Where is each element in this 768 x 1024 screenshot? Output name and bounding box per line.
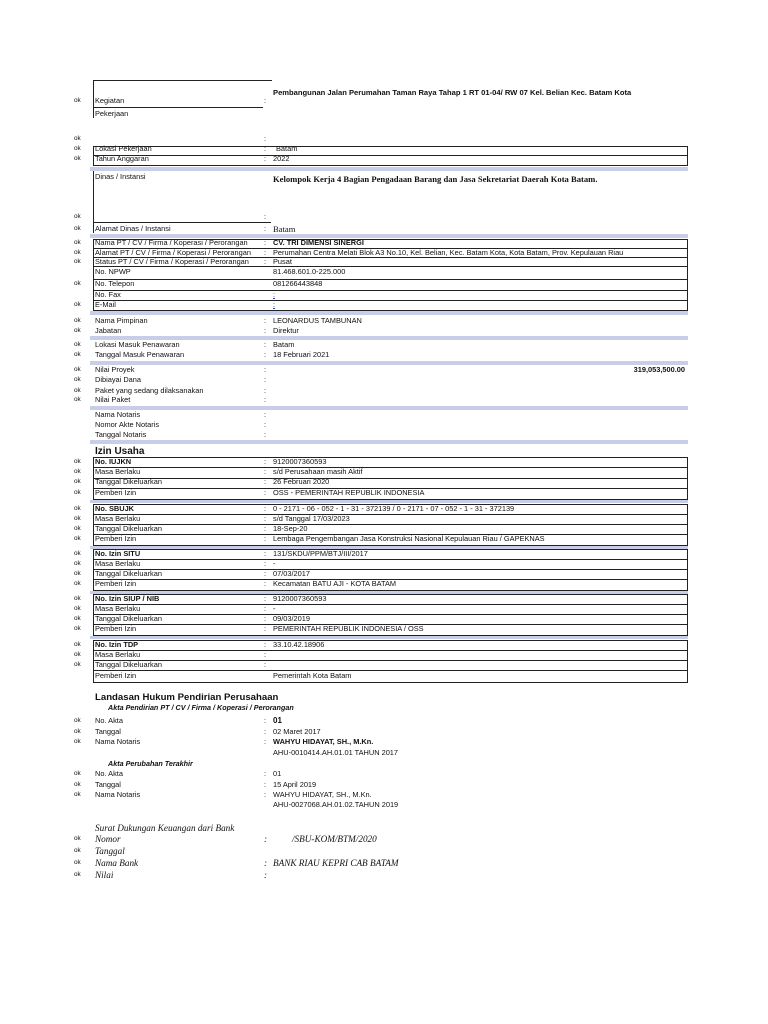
bank-nomor-value: /SBU-KOM/BTM/2020 bbox=[292, 834, 377, 844]
nama-pimpinan-value: LEONARDUS TAMBUNAN bbox=[273, 316, 362, 325]
akta-tanggal-label: Tanggal bbox=[95, 727, 121, 736]
bank-title: Surat Dukungan Keuangan dari Bank bbox=[95, 823, 235, 833]
colon: : bbox=[264, 660, 267, 669]
kegiatan-label: Kegiatan bbox=[95, 96, 125, 105]
ok-mark: ok bbox=[74, 791, 81, 798]
ok-mark: ok bbox=[74, 301, 81, 308]
situ-no-row bbox=[0, 549, 768, 559]
iujkn-masa-value: s/d Perusahaan masih Aktif bbox=[273, 467, 363, 476]
iujkn-tgl-value: 26 Februari 2020 bbox=[273, 477, 330, 486]
ok-mark: ok bbox=[74, 366, 81, 373]
colon: : bbox=[264, 477, 267, 486]
ok-mark: ok bbox=[74, 155, 81, 162]
nama-perusahaan-value: CV. TRI DIMENSI SINERGI bbox=[273, 238, 364, 247]
ok-mark: ok bbox=[74, 145, 81, 152]
akta-no-value: 01 bbox=[273, 716, 282, 725]
alamat-perusahaan-value: Perumahan Centra Melati Blok A3 No.10, Kel. Belian, Kec. Batam Kota, Kota Batam, Prov. Kepulauan Riau bbox=[273, 248, 624, 257]
ok-mark: ok bbox=[74, 661, 81, 668]
ok-mark: ok bbox=[74, 387, 81, 394]
tanggal-penawaran-value: 18 Februari 2021 bbox=[273, 350, 330, 359]
dinas-line bbox=[93, 222, 271, 223]
colon: : bbox=[264, 238, 267, 247]
lokasi-penawaran-row bbox=[0, 340, 768, 350]
tdp-tgl-label: Tanggal Dikeluarkan bbox=[95, 660, 162, 669]
colon: : bbox=[264, 134, 267, 143]
section-divider bbox=[90, 500, 688, 503]
colon: : bbox=[264, 614, 267, 623]
ok-mark: ok bbox=[74, 239, 81, 246]
ok-mark: ok bbox=[74, 327, 81, 334]
akta-ahu-row bbox=[0, 748, 768, 758]
bank-nilai-row bbox=[0, 870, 768, 880]
colon: : bbox=[264, 624, 267, 633]
bank-tanggal-row bbox=[0, 846, 768, 856]
sbujk-tgl-value: 18-Sep-20 bbox=[273, 524, 308, 533]
colon: : bbox=[264, 326, 267, 335]
nama-perusahaan-label: Nama PT / CV / Firma / Koperasi / Perorangan bbox=[95, 238, 248, 247]
lokasi-pekerjaan-value: Batam bbox=[276, 144, 298, 153]
iujkn-masa-label: Masa Berlaku bbox=[95, 467, 141, 476]
colon: : bbox=[264, 350, 267, 359]
colon: : bbox=[264, 579, 267, 588]
sbujk-masa-label: Masa Berlaku bbox=[95, 514, 141, 523]
bank-nama-label: Nama Bank bbox=[95, 858, 139, 868]
colon: : bbox=[264, 375, 267, 384]
colon: : bbox=[264, 594, 267, 603]
alamat-dinas-label: Alamat Dinas / Instansi bbox=[95, 224, 171, 233]
akta-no-label: No. Akta bbox=[95, 716, 123, 725]
siup-pemberi-value: PEMERINTAH REPUBLIK INDONESIA / OSS bbox=[273, 624, 424, 633]
tahun-anggaran-value: 2022 bbox=[273, 154, 290, 163]
sbujk-pemberi-row bbox=[0, 534, 768, 544]
ok-mark: ok bbox=[74, 570, 81, 577]
tdp-pemberi-row bbox=[0, 671, 768, 681]
iujkn-no-row bbox=[0, 457, 768, 467]
ok-mark: ok bbox=[74, 847, 81, 854]
siup-pemberi-label: Pemberi Izin bbox=[95, 624, 137, 633]
kegiatan-value: Pembangunan Jalan Perumahan Taman Raya Tahap 1 RT 01-04/ RW 07 Kel. Belian Kec. Batam Kota bbox=[273, 88, 632, 97]
landasan-title: Landasan Hukum Pendirian Perusahaan bbox=[95, 692, 279, 703]
npwp-row bbox=[0, 267, 768, 277]
nilai-proyek-label: Nilai Proyek bbox=[95, 365, 135, 374]
akta-no-row bbox=[0, 716, 768, 726]
telepon-value: 081266443848 bbox=[273, 279, 323, 288]
nilai-proyek-row bbox=[0, 365, 768, 375]
akte-notaris-row bbox=[0, 420, 768, 430]
ok-mark: ok bbox=[74, 738, 81, 745]
sbujk-pemberi-label: Pemberi Izin bbox=[95, 534, 137, 543]
colon: : bbox=[264, 780, 267, 789]
ok-mark: ok bbox=[74, 213, 81, 220]
akta-tanggal-value: 02 Maret 2017 bbox=[273, 727, 321, 736]
ok-mark: ok bbox=[74, 468, 81, 475]
bank-nama-value: BANK RIAU KEPRI CAB BATAM bbox=[273, 858, 399, 868]
colon: : bbox=[264, 524, 267, 533]
akta-notaris-value: WAHYU HIDAYAT, SH., M.Kn. bbox=[273, 737, 374, 746]
akta-notaris-row bbox=[0, 737, 768, 747]
colon: : bbox=[264, 650, 267, 659]
perubahan-no-label: No. Akta bbox=[95, 769, 123, 778]
colon: : bbox=[264, 716, 267, 725]
situ-tgl-label: Tanggal Dikeluarkan bbox=[95, 569, 162, 578]
dinas-value: Kelompok Kerja 4 Bagian Pengadaan Barang dan Jasa Sekretariat Daerah Kota Batam. bbox=[273, 174, 598, 184]
colon: : bbox=[264, 457, 267, 466]
siup-no-row bbox=[0, 594, 768, 604]
akte-notaris-label: Nomor Akte Notaris bbox=[95, 420, 160, 429]
lokasi-penawaran-label: Lokasi Masuk Penawaran bbox=[95, 340, 180, 349]
kegiatan-line bbox=[93, 107, 263, 108]
paket-label: Paket yang sedang dilaksanakan bbox=[95, 386, 204, 395]
colon: : bbox=[264, 316, 267, 325]
iujkn-pemberi-label: Pemberi Izin bbox=[95, 488, 137, 497]
section-divider bbox=[90, 636, 688, 639]
colon: : bbox=[264, 549, 267, 558]
npwp-label: No. NPWP bbox=[95, 267, 131, 276]
ok-mark: ok bbox=[74, 478, 81, 485]
situ-tgl-value: 07/03/2017 bbox=[273, 569, 310, 578]
perubahan-ahu-value: AHU-0027068.AH.01.02.TAHUN 2019 bbox=[273, 800, 399, 809]
iujkn-no-value: 9120007360593 bbox=[273, 457, 327, 466]
ok-mark: ok bbox=[74, 249, 81, 256]
nilai-paket-row bbox=[0, 395, 768, 405]
email-label: E-Mail bbox=[95, 300, 116, 309]
ok-mark: ok bbox=[74, 376, 81, 383]
email-row bbox=[0, 300, 768, 310]
siup-no-value: 9120007360593 bbox=[273, 594, 327, 603]
dinas-label: Dinas / Instansi bbox=[95, 172, 146, 181]
ok-mark: ok bbox=[74, 770, 81, 777]
ok-mark: ok bbox=[74, 525, 81, 532]
npwp-value: 81.468.601.0-225.000 bbox=[273, 267, 346, 276]
siup-tgl-row bbox=[0, 614, 768, 624]
situ-pemberi-label: Pemberi Izin bbox=[95, 579, 137, 588]
ok-mark: ok bbox=[74, 641, 81, 648]
tahun-anggaran-label: Tahun Anggaran bbox=[95, 154, 149, 163]
pekerjaan-row bbox=[0, 109, 768, 119]
izin-usaha-title: Izin Usaha bbox=[95, 446, 145, 457]
sbujk-tgl-row bbox=[0, 524, 768, 534]
alamat-dinas-row bbox=[0, 224, 768, 234]
colon: : bbox=[264, 640, 267, 649]
nama-pimpinan-row bbox=[0, 316, 768, 326]
header-box-top bbox=[93, 80, 272, 81]
bank-title-row bbox=[0, 823, 768, 833]
iujkn-no-label: No. IUJKN bbox=[95, 457, 132, 466]
ok-mark: ok bbox=[74, 97, 81, 104]
tanggal-notaris-label: Tanggal Notaris bbox=[95, 430, 147, 439]
colon: : bbox=[264, 248, 267, 257]
colon: : bbox=[264, 834, 268, 844]
perubahan-no-value: 01 bbox=[273, 769, 282, 778]
situ-no-label: No. Izin SITU bbox=[95, 549, 141, 558]
dibiayai-label: Dibiayai Dana bbox=[95, 375, 142, 384]
situ-pemberi-value: Kecamatan BATU AJI - KOTA BATAM bbox=[273, 579, 397, 588]
ok-mark: ok bbox=[74, 595, 81, 602]
jabatan-label: Jabatan bbox=[95, 326, 122, 335]
iujkn-pemberi-value: OSS - PEMERINTAH REPUBLIK INDONESIA bbox=[273, 488, 425, 497]
perubahan-ahu-row bbox=[0, 800, 768, 810]
sbujk-no-row bbox=[0, 504, 768, 514]
ok-mark: ok bbox=[74, 651, 81, 658]
tdp-masa-label: Masa Berlaku bbox=[95, 650, 141, 659]
sbujk-no-label: No. SBUJK bbox=[95, 504, 135, 513]
tdp-pemberi-label: Pemberi Izin bbox=[95, 671, 137, 680]
ok-mark: ok bbox=[74, 781, 81, 788]
nama-notaris-label: Nama Notaris bbox=[95, 410, 141, 419]
colon: : bbox=[264, 212, 267, 221]
colon: : bbox=[264, 858, 268, 868]
perubahan-notaris-value: WAHYU HIDAYAT, SH., M.Kn. bbox=[273, 790, 372, 799]
colon: : bbox=[264, 395, 267, 404]
tahun-anggaran-row bbox=[0, 154, 768, 164]
sbujk-pemberi-value: Lembaga Pengembangan Jasa Konstruksi Nasional Kepulauan Riau / GAPEKNAS bbox=[273, 534, 545, 543]
fax-label: No. Fax bbox=[95, 290, 121, 299]
iujkn-masa-row bbox=[0, 467, 768, 477]
ok-mark: ok bbox=[74, 871, 81, 878]
akta-notaris-label: Nama Notaris bbox=[95, 737, 141, 746]
sbujk-masa-value: s/d Tanggal 17/03/2023 bbox=[273, 514, 350, 523]
tanggal-penawaran-label: Tanggal Masuk Penawaran bbox=[95, 350, 185, 359]
ok-mark: ok bbox=[74, 835, 81, 842]
perubahan-no-row bbox=[0, 769, 768, 779]
iujkn-tgl-row bbox=[0, 477, 768, 487]
colon: : bbox=[264, 737, 267, 746]
siup-pemberi-row bbox=[0, 624, 768, 634]
perubahan-tanggal-row bbox=[0, 780, 768, 790]
bank-nomor-row bbox=[0, 834, 768, 844]
ok-mark: ok bbox=[74, 728, 81, 735]
colon: : bbox=[264, 257, 267, 266]
colon: : bbox=[264, 420, 267, 429]
nama-perusahaan-row bbox=[0, 238, 768, 248]
tdp-no-value: 33.10.42.18906 bbox=[273, 640, 325, 649]
colon: : bbox=[264, 340, 267, 349]
perubahan-notaris-label: Nama Notaris bbox=[95, 790, 141, 799]
akta-perubahan-title: Akta Perubahan Terakhir bbox=[108, 759, 193, 768]
dinas-ok-row bbox=[0, 212, 768, 222]
situ-no-value: 131/SKDU/PPM/BTJ/III/2017 bbox=[273, 549, 368, 558]
colon: : bbox=[264, 534, 267, 543]
ok-mark: ok bbox=[74, 489, 81, 496]
telepon-label: No. Telepon bbox=[95, 279, 135, 288]
ok-mark: ok bbox=[74, 225, 81, 232]
tdp-tgl-row bbox=[0, 660, 768, 670]
lokasi-penawaran-value: Batam bbox=[273, 340, 295, 349]
situ-masa-label: Masa Berlaku bbox=[95, 559, 141, 568]
colon: : bbox=[264, 430, 267, 439]
colon: : bbox=[264, 727, 267, 736]
perubahan-tanggal-label: Tanggal bbox=[95, 780, 121, 789]
colon: : bbox=[264, 488, 267, 497]
empty-row bbox=[0, 134, 768, 144]
colon: : bbox=[264, 604, 267, 613]
tdp-pemberi-value: Pemerintah Kota Batam bbox=[273, 671, 352, 680]
nama-notaris-row bbox=[0, 410, 768, 420]
ok-mark: ok bbox=[74, 625, 81, 632]
colon: : bbox=[264, 514, 267, 523]
lokasi-pekerjaan-label: Lokasi Pekerjaan bbox=[95, 144, 152, 153]
situ-masa-row bbox=[0, 559, 768, 569]
section-divider bbox=[90, 167, 688, 171]
nilai-paket-label: Nilai Paket bbox=[95, 395, 131, 404]
siup-masa-row bbox=[0, 604, 768, 614]
ok-mark: ok bbox=[74, 351, 81, 358]
bank-nomor-label: Nomor bbox=[95, 834, 121, 844]
nilai-proyek-value: 319,053,500.00 bbox=[633, 365, 685, 374]
siup-no-label: No. Izin SIUP / NIB bbox=[95, 594, 160, 603]
akta-tanggal-row bbox=[0, 727, 768, 737]
fax-value[interactable]: : bbox=[273, 290, 276, 299]
colon: : bbox=[264, 769, 267, 778]
jabatan-row bbox=[0, 326, 768, 336]
nama-pimpinan-label: Nama Pimpinan bbox=[95, 316, 148, 325]
ok-mark: ok bbox=[74, 280, 81, 287]
colon: : bbox=[264, 559, 267, 568]
ok-mark: ok bbox=[74, 605, 81, 612]
bank-nilai-label: Nilai bbox=[95, 870, 114, 880]
iujkn-tgl-label: Tanggal Dikeluarkan bbox=[95, 477, 162, 486]
sbujk-masa-row bbox=[0, 514, 768, 524]
colon: : bbox=[264, 870, 268, 880]
alamat-perusahaan-label: Alamat PT / CV / Firma / Koperasi / Perorangan bbox=[95, 248, 251, 257]
akta-pendirian-title: Akta Pendirian PT / CV / Firma / Koperasi / Perorangan bbox=[108, 703, 294, 712]
situ-masa-value: - bbox=[273, 559, 276, 568]
tanggal-notaris-row bbox=[0, 430, 768, 440]
ok-mark: ok bbox=[74, 341, 81, 348]
iujkn-pemberi-row bbox=[0, 488, 768, 498]
ok-mark: ok bbox=[74, 505, 81, 512]
section-divider bbox=[90, 311, 688, 315]
fax-row bbox=[0, 290, 768, 300]
lokasi-pekerjaan-row bbox=[0, 144, 768, 154]
colon: : bbox=[264, 790, 267, 799]
sbujk-no-value: 0 - 2171 - 06 - 052 - 1 - 31 - 372139 / 0 - 2171 - 07 - 052 - 1 - 31 - 372139 bbox=[273, 504, 515, 513]
perubahan-tanggal-value: 15 April 2019 bbox=[273, 780, 317, 789]
tdp-masa-row bbox=[0, 650, 768, 660]
email-value[interactable]: : bbox=[273, 300, 276, 309]
dibiayai-row bbox=[0, 375, 768, 385]
siup-tgl-value: 09/03/2019 bbox=[273, 614, 310, 623]
siup-tgl-label: Tanggal Dikeluarkan bbox=[95, 614, 162, 623]
ok-mark: ok bbox=[74, 458, 81, 465]
pekerjaan-label: Pekerjaan bbox=[95, 109, 129, 118]
perubahan-notaris-row bbox=[0, 790, 768, 800]
ok-mark: ok bbox=[74, 515, 81, 522]
section-divider bbox=[90, 440, 688, 444]
siup-masa-label: Masa Berlaku bbox=[95, 604, 141, 613]
tanggal-penawaran-row bbox=[0, 350, 768, 360]
colon: : bbox=[264, 224, 267, 233]
colon: : bbox=[264, 144, 267, 153]
alamat-dinas-value: Batam bbox=[273, 224, 296, 234]
colon: : bbox=[264, 569, 267, 578]
dinas-row bbox=[0, 172, 768, 182]
ok-mark: ok bbox=[74, 535, 81, 542]
ok-mark: ok bbox=[74, 615, 81, 622]
ok-mark: ok bbox=[74, 560, 81, 567]
situ-pemberi-row bbox=[0, 579, 768, 589]
telepon-row bbox=[0, 279, 768, 289]
bank-tanggal-label: Tanggal bbox=[95, 846, 125, 856]
ok-mark: ok bbox=[74, 580, 81, 587]
situ-tgl-row bbox=[0, 569, 768, 579]
colon: : bbox=[264, 96, 267, 105]
bank-nama-row bbox=[0, 858, 768, 868]
status-perusahaan-label: Status PT / CV / Firma / Koperasi / Perorangan bbox=[95, 257, 249, 266]
ok-mark: ok bbox=[74, 717, 81, 724]
colon: : bbox=[264, 386, 267, 395]
ok-mark: ok bbox=[74, 258, 81, 265]
akta-ahu-value: AHU-0010414.AH.01.01 TAHUN 2017 bbox=[273, 748, 399, 757]
ok-mark: ok bbox=[74, 550, 81, 557]
colon: : bbox=[264, 365, 267, 374]
colon: : bbox=[264, 467, 267, 476]
sbujk-tgl-label: Tanggal Dikeluarkan bbox=[95, 524, 162, 533]
ok-mark: ok bbox=[74, 135, 81, 142]
tdp-no-row bbox=[0, 640, 768, 650]
status-perusahaan-value: Pusat bbox=[273, 257, 292, 266]
colon: : bbox=[264, 410, 267, 419]
siup-masa-value: - bbox=[273, 604, 276, 613]
kegiatan-row bbox=[0, 96, 768, 106]
tdp-no-label: No. Izin TDP bbox=[95, 640, 139, 649]
jabatan-value: Direktur bbox=[273, 326, 299, 335]
ok-mark: ok bbox=[74, 396, 81, 403]
ok-mark: ok bbox=[74, 859, 81, 866]
colon: : bbox=[264, 504, 267, 513]
status-perusahaan-row bbox=[0, 257, 768, 267]
colon: : bbox=[264, 154, 267, 163]
ok-mark: ok bbox=[74, 317, 81, 324]
